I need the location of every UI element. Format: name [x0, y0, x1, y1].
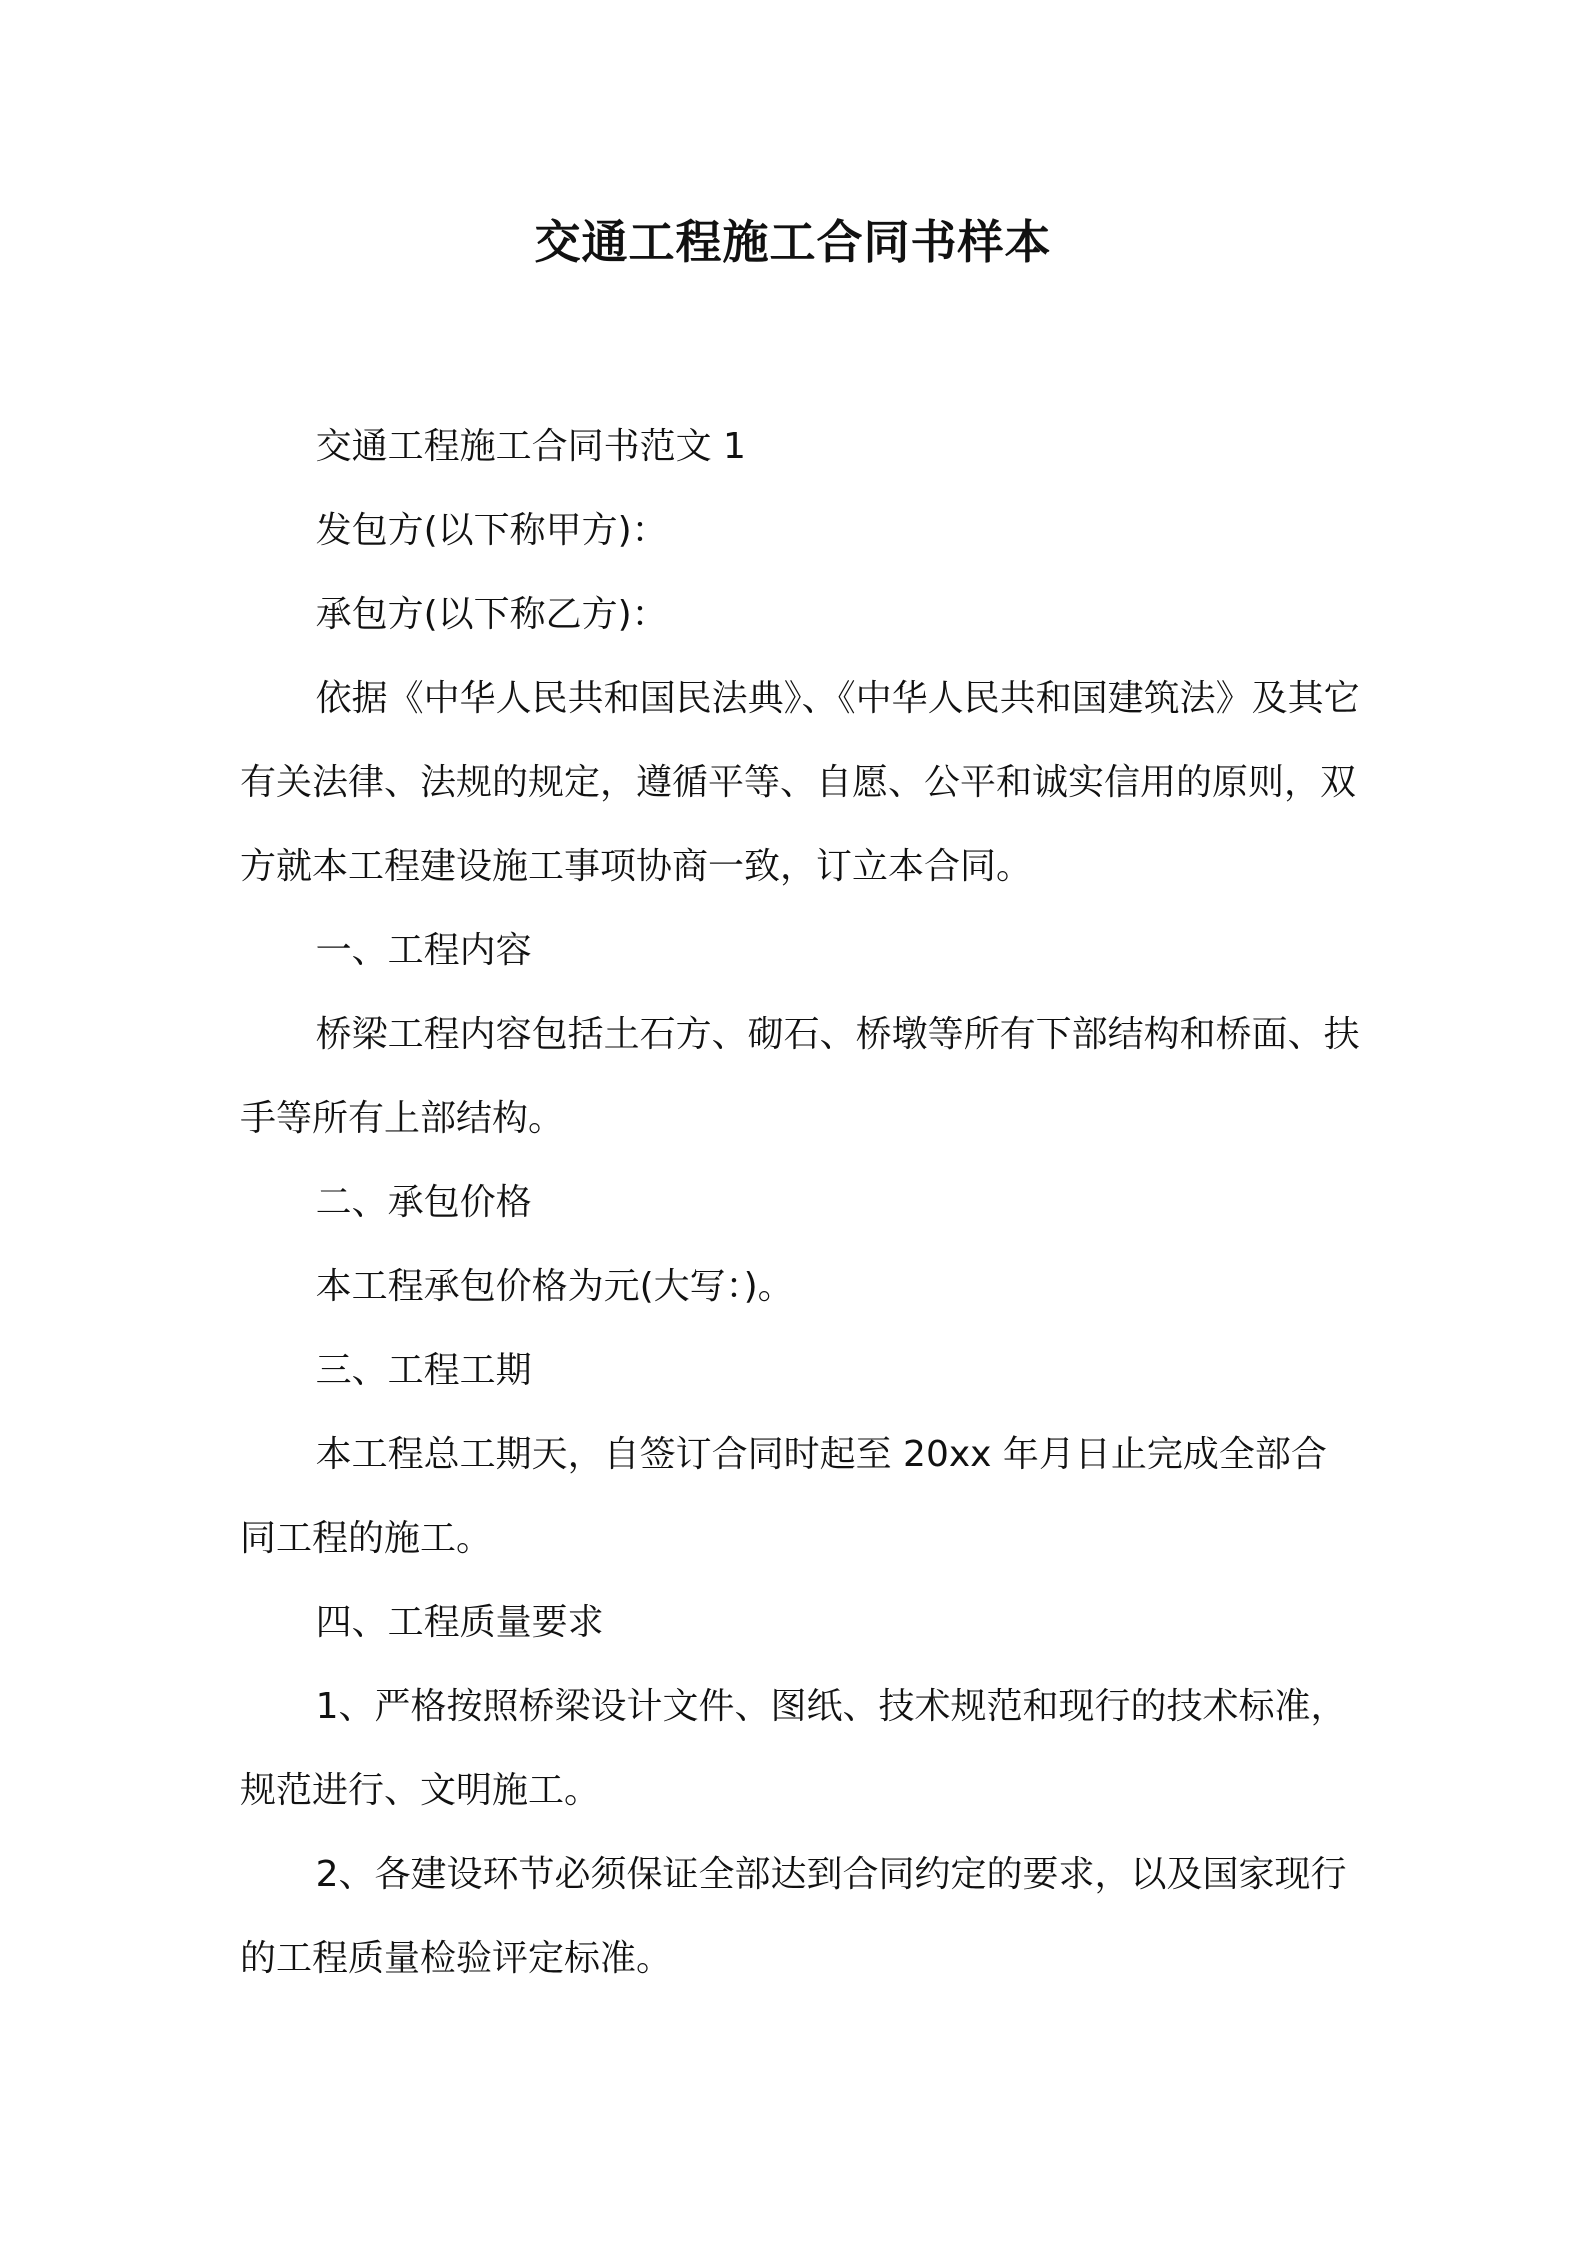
paragraph-legal-basis: 依据《中华人民共和国民法典》、《中华人民共和国建筑法》及其它有关法律、法规的规定，遵循平等、自愿、公平和诚实信用的原则，双方就本工程建设施工事项协商一致，订立本合同。	[240, 678, 1360, 887]
paragraph-quality-item-1: 1、严格按照桥梁设计文件、图纸、技术规范和现行的技术标准，规范进行、文明施工。	[240, 1686, 1347, 1811]
section-heading-project-content: 一、工程内容	[315, 930, 532, 971]
paragraph-quality-item-2: 2、各建设环节必须保证全部达到合同约定的要求，以及国家现行的工程质量检验评定标准。	[240, 1854, 1347, 1979]
paragraph-sample-heading: 交通工程施工合同书范文 1	[315, 426, 746, 467]
paragraph-contract-price: 本工程承包价格为元(大写：)。	[315, 1266, 794, 1307]
section-heading-contract-price: 二、承包价格	[315, 1182, 532, 1223]
paragraph-project-content: 桥梁工程内容包括土石方、砌石、桥墩等所有下部结构和桥面、扶手等所有上部结构。	[240, 1014, 1360, 1139]
section-heading-quality-requirements: 四、工程质量要求	[315, 1602, 604, 1643]
paragraph-project-duration: 本工程总工期天，自签订合同时起至 20xx 年月日止完成全部合同工程的施工。	[240, 1434, 1327, 1559]
paragraph-party-b: 承包方(以下称乙方)：	[315, 594, 668, 635]
paragraph-party-a: 发包方(以下称甲方)：	[315, 510, 668, 551]
section-heading-project-duration: 三、工程工期	[315, 1350, 532, 1391]
document-title: 交通工程施工合同书样本	[534, 215, 1052, 269]
document-body	[240, 405, 1360, 2001]
